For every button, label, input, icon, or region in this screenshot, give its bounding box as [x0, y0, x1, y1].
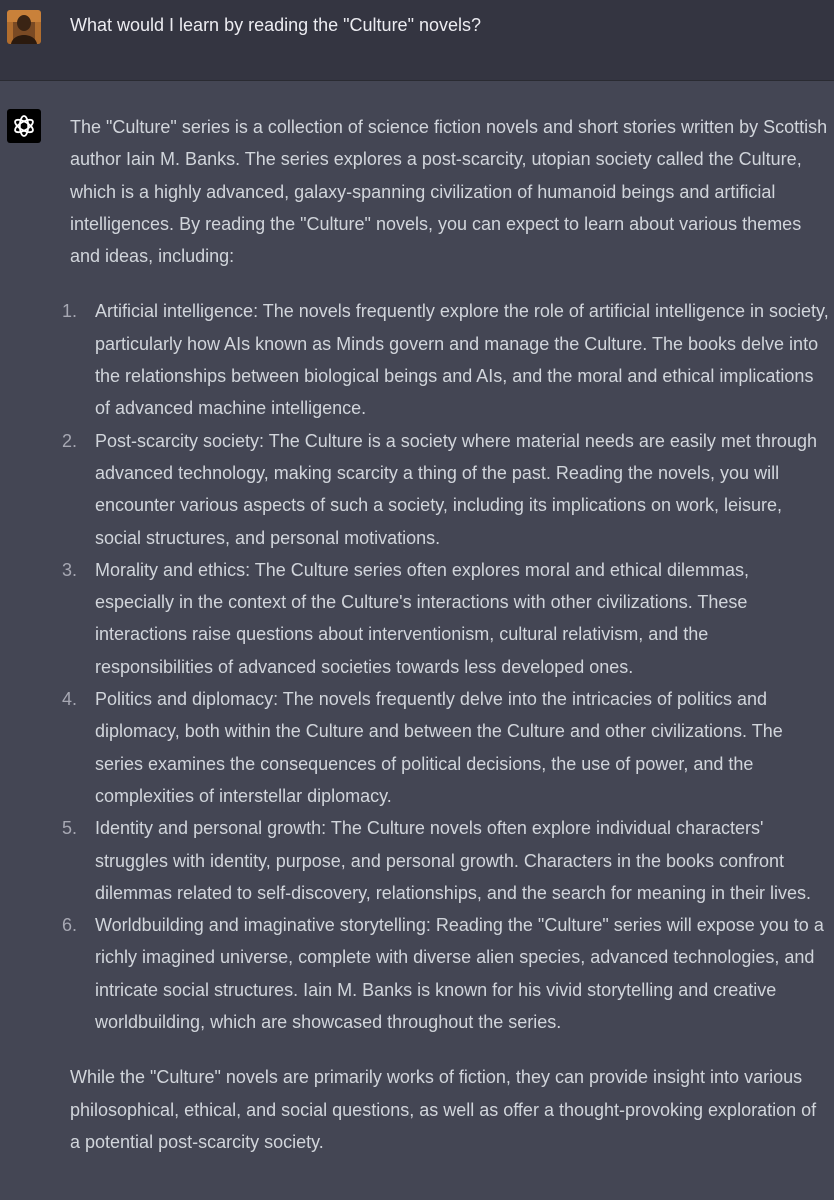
list-item — [62, 554, 830, 683]
list-item — [62, 683, 830, 812]
list-item — [62, 295, 830, 424]
list-item-number: 5. — [62, 818, 78, 839]
user-message-row — [0, 0, 834, 81]
list-item-number: 6. — [62, 915, 78, 936]
openai-logo-icon — [11, 113, 37, 139]
list-item-text: Post-scarcity society: The Culture is a society where material needs are easily met through advanced technology, making scarcity a thing of the past. Reading the novels, you will encounter various aspects of such a society, including its implications on work, leisure, social structures, and personal motivations. — [95, 430, 817, 548]
user-message-text: What would I learn by reading the "Culture" novels? — [70, 15, 482, 35]
list-item-text: Worldbuilding and imaginative storytelling: Reading the "Culture" series will expose you to a richly imagined universe, complete with diverse alien species, advanced technologies, and intricate social structures. Iain M. Banks is known for his vivid storytelling and creative worldbuilding, which are showcased throughout the series. — [95, 915, 824, 1033]
list-item-text: Morality and ethics: The Culture series often explores moral and ethical dilemmas, especially in the context of the Culture's interactions with other civilizations. These interactions raise questions about interventionism, cultural relativism, and the responsibilities of advanced societies towards less developed ones. — [95, 559, 749, 677]
user-avatar — [7, 10, 41, 44]
assistant-avatar — [7, 109, 41, 143]
themes-list — [62, 295, 830, 1038]
list-item — [62, 909, 830, 1038]
list-item — [62, 425, 830, 554]
user-avatar-photo — [7, 10, 41, 44]
list-item-number: 1. — [62, 301, 78, 322]
list-item-number: 3. — [62, 559, 78, 580]
answer-intro-paragraph: The "Culture" series is a collection of science fiction novels and short stories written by Scottish author Iain M. Banks. The series explores a post-scarcity, utopian society called the Culture, which is a highly advanced, galaxy-spanning civilization of humanoid beings and artificial intelligences. By reading the "Culture" novels, you can expect to learn about various themes and ideas, including: — [70, 117, 828, 267]
list-item — [62, 812, 830, 909]
list-item-number: 4. — [62, 689, 78, 710]
list-item-number: 2. — [62, 430, 78, 451]
assistant-message-row — [0, 81, 834, 1200]
list-item-text: Identity and personal growth: The Culture novels often explore individual characters' struggles with identity, purpose, and personal growth. Characters in the books confront dilemmas related to self-discovery, relationships, and the search for meaning in their lives. — [95, 818, 812, 903]
list-item-text: Artificial intelligence: The novels frequently explore the role of artificial intelligence in society, particularly how AIs known as Minds govern and manage the Culture. The books delve into the relationships between biological beings and AIs, and the moral and ethical implications of advanced machine intelligence. — [95, 301, 829, 419]
answer-closing-paragraph: While the "Culture" novels are primarily works of fiction, they can provide insight into various philosophical, ethical, and social questions, as well as offer a thought-provoking exploration of a potential post-scarcity society. — [70, 1067, 817, 1152]
assistant-answer — [62, 111, 830, 1158]
list-item-text: Politics and diplomacy: The novels frequently delve into the intricacies of politics and diplomacy, both within the Culture and between the Culture and other civilizations. The series examines the consequences of political decisions, the use of power, and the complexities of interstellar diplomacy. — [95, 689, 783, 806]
